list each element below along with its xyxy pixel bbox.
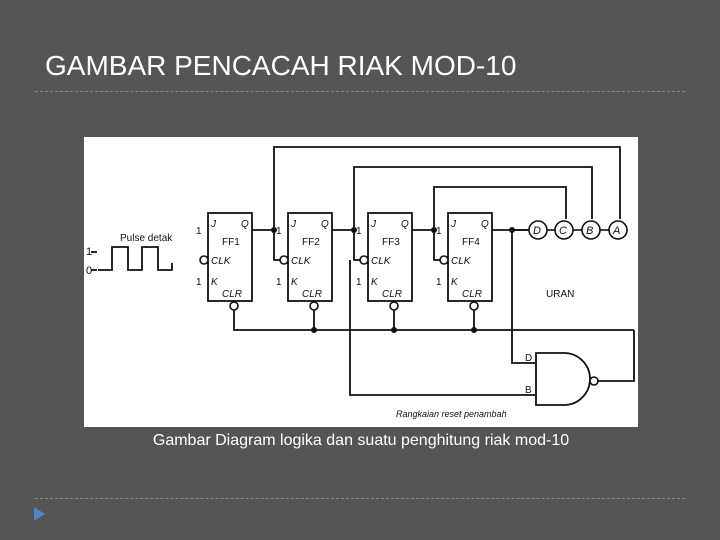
output-b-label: B — [586, 225, 594, 237]
ff3-name: FF3 — [382, 237, 400, 248]
ff3-q-label: Q — [401, 219, 409, 230]
ff3-clr-label: CLR — [382, 289, 403, 300]
slide-title: GAMBAR PENCACAH RIAK MOD-10 — [45, 50, 517, 81]
ff2-j-label: J — [291, 219, 296, 230]
circuit-diagram — [84, 137, 638, 427]
ff4-k-input: 1 — [436, 277, 442, 288]
ff3-k-input: 1 — [356, 277, 362, 288]
ff1-q-label: Q — [241, 219, 249, 230]
side-label: URAN — [546, 289, 575, 300]
ff1-name: FF1 — [222, 237, 240, 248]
ff4-j-input: 1 — [436, 226, 442, 237]
output-d-label: D — [533, 225, 541, 237]
reset-label: Rangkaian reset penambah — [396, 409, 507, 419]
pulse-label: Pulse detak — [120, 233, 173, 244]
title-divider — [35, 91, 685, 92]
ff3-clk-label: CLK — [371, 256, 391, 267]
ff4-k-label: K — [451, 277, 458, 288]
ff1-k-label: K — [211, 277, 218, 288]
ff2-k-input: 1 — [276, 277, 282, 288]
figure-caption: Gambar Diagram logika dan suatu penghitung riak mod-10 — [152, 432, 570, 449]
level-low-label: 0 — [86, 265, 93, 277]
level-high-label: 1 — [86, 246, 93, 258]
ff1-j-input: 1 — [196, 226, 202, 237]
circuit-figure — [84, 137, 638, 427]
ff2-clk-label: CLK — [291, 256, 311, 267]
footer-divider — [35, 498, 685, 499]
ff2-j-input: 1 — [276, 226, 282, 237]
ff4-q-label: Q — [481, 219, 489, 230]
ff3-j-label: J — [371, 219, 376, 230]
ff4-j-label: J — [451, 219, 456, 230]
triangle-right-icon[interactable] — [34, 507, 45, 521]
ff1-clk-label: CLK — [211, 256, 231, 267]
ff1-k-input: 1 — [196, 277, 202, 288]
gate-input-d-label: D — [525, 353, 533, 364]
ff3-k-label: K — [371, 277, 378, 288]
ff3-j-input: 1 — [356, 226, 362, 237]
ff4-name: FF4 — [462, 237, 480, 248]
ff4-clk-label: CLK — [451, 256, 471, 267]
ff2-clr-label: CLR — [302, 289, 323, 300]
output-c-label: C — [559, 225, 567, 237]
gate-input-b-label: B — [525, 385, 532, 396]
ff2-name: FF2 — [302, 237, 320, 248]
ff2-k-label: K — [291, 277, 298, 288]
ff2-q-label: Q — [321, 219, 329, 230]
output-a-label: A — [613, 225, 621, 237]
ff1-j-label: J — [211, 219, 216, 230]
ff4-clr-label: CLR — [462, 289, 483, 300]
ff1-clr-label: CLR — [222, 289, 243, 300]
